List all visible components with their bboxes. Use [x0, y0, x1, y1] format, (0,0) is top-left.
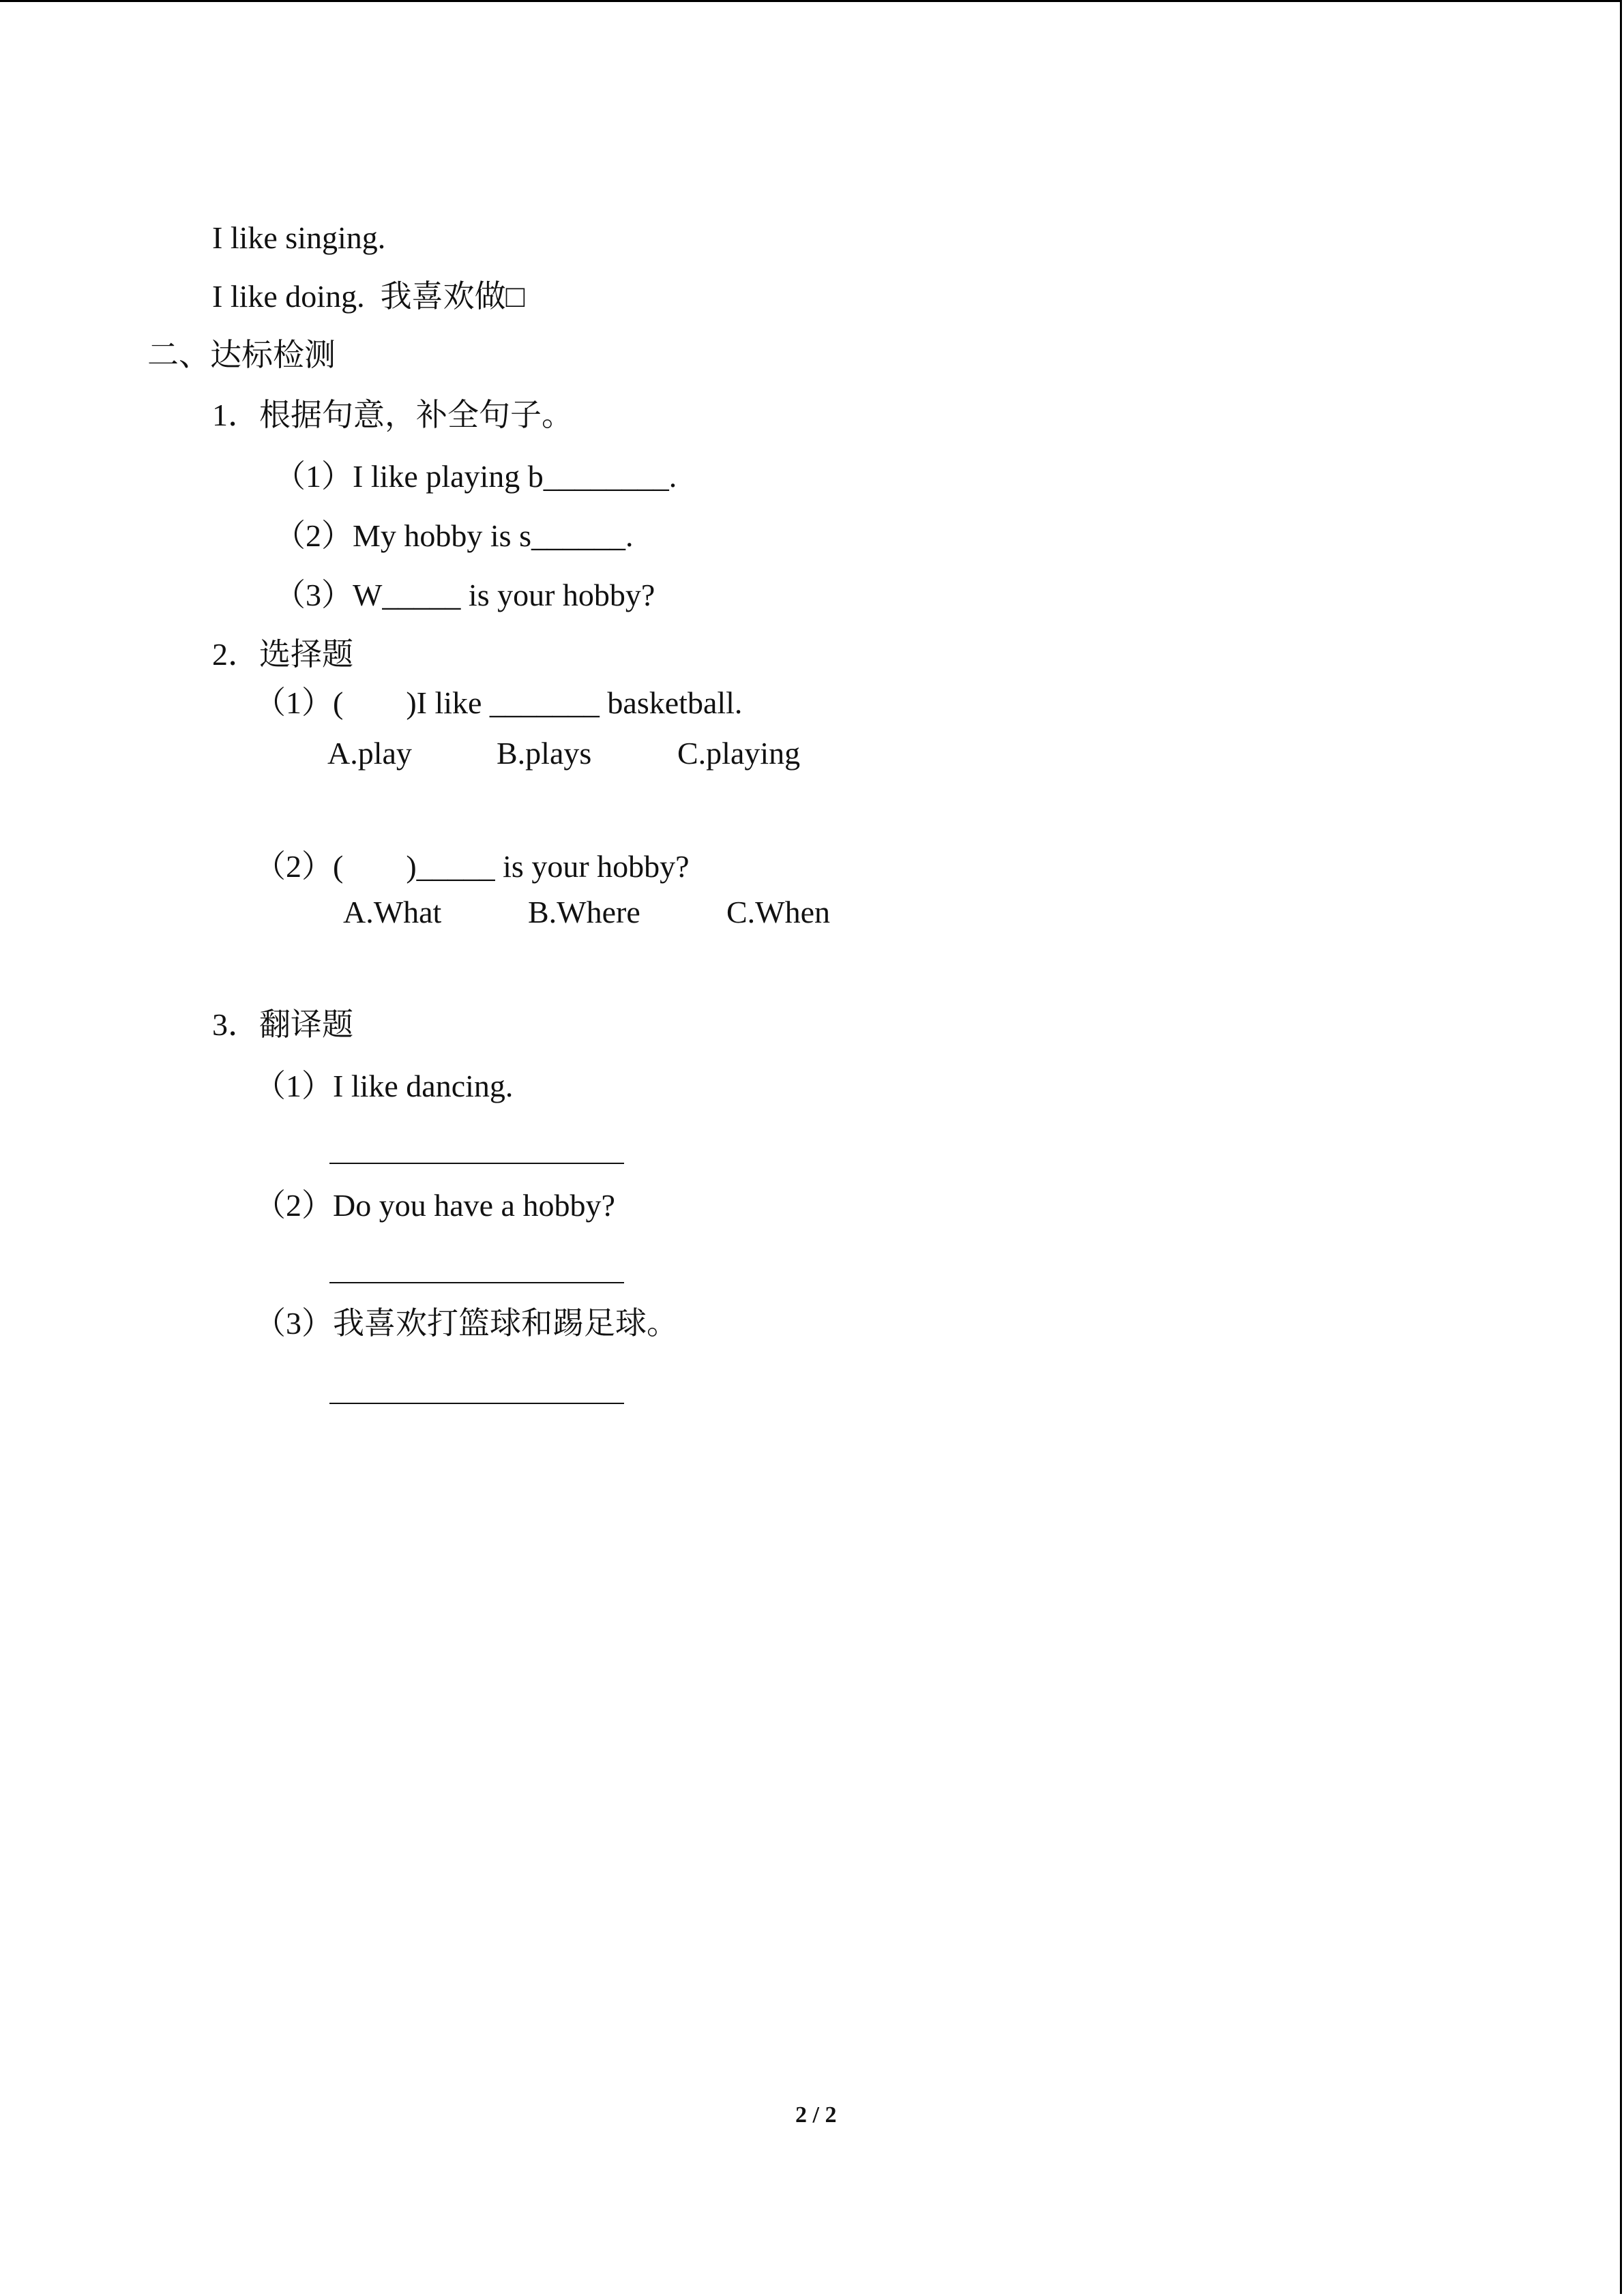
q2-item-2-option-c: C.When [726, 895, 831, 929]
q1-item-2: （2）My hobby is s______. [274, 518, 634, 553]
q2-item-1-option-a: A.play [327, 736, 412, 771]
page-number: 2 / 2 [795, 2102, 837, 2128]
q2-item-2-option-a: A.What [343, 895, 442, 929]
intro-line-2: I like doing. 我喜欢做□ [212, 279, 525, 314]
q3-item-1-answer-line [329, 1163, 624, 1164]
q2-item-2-option-b: B.Where [528, 895, 640, 929]
q2-item-2-stem: （2）( )_____ is your hobby? [254, 849, 690, 884]
q1-item-1: （1）I like playing b________. [274, 459, 677, 494]
q2-item-1-option-c: C.playing [677, 736, 801, 771]
q3-item-2: （2）Do you have a hobby? [254, 1188, 615, 1223]
q2-title: 2．选择题 [212, 637, 353, 672]
q3-item-1: （1）I like dancing. [254, 1069, 514, 1103]
q2-item-1-option-b: B.plays [497, 736, 592, 771]
q3-item-3: （3）我喜欢打篮球和踢足球。 [254, 1306, 678, 1341]
q2-item-1-stem: （1）( )I like _______ basketball. [254, 685, 743, 720]
section-heading: 二、达标检测 [147, 338, 336, 372]
q3-title: 3．翻译题 [212, 1007, 353, 1042]
q3-item-3-answer-line [329, 1403, 624, 1404]
q1-title: 1．根据句意，补全句子。 [212, 398, 573, 432]
intro-line-1: I like singing. [212, 220, 386, 255]
q1-item-3: （3）W_____ is your hobby? [274, 578, 655, 612]
q3-item-2-answer-line [329, 1282, 624, 1283]
